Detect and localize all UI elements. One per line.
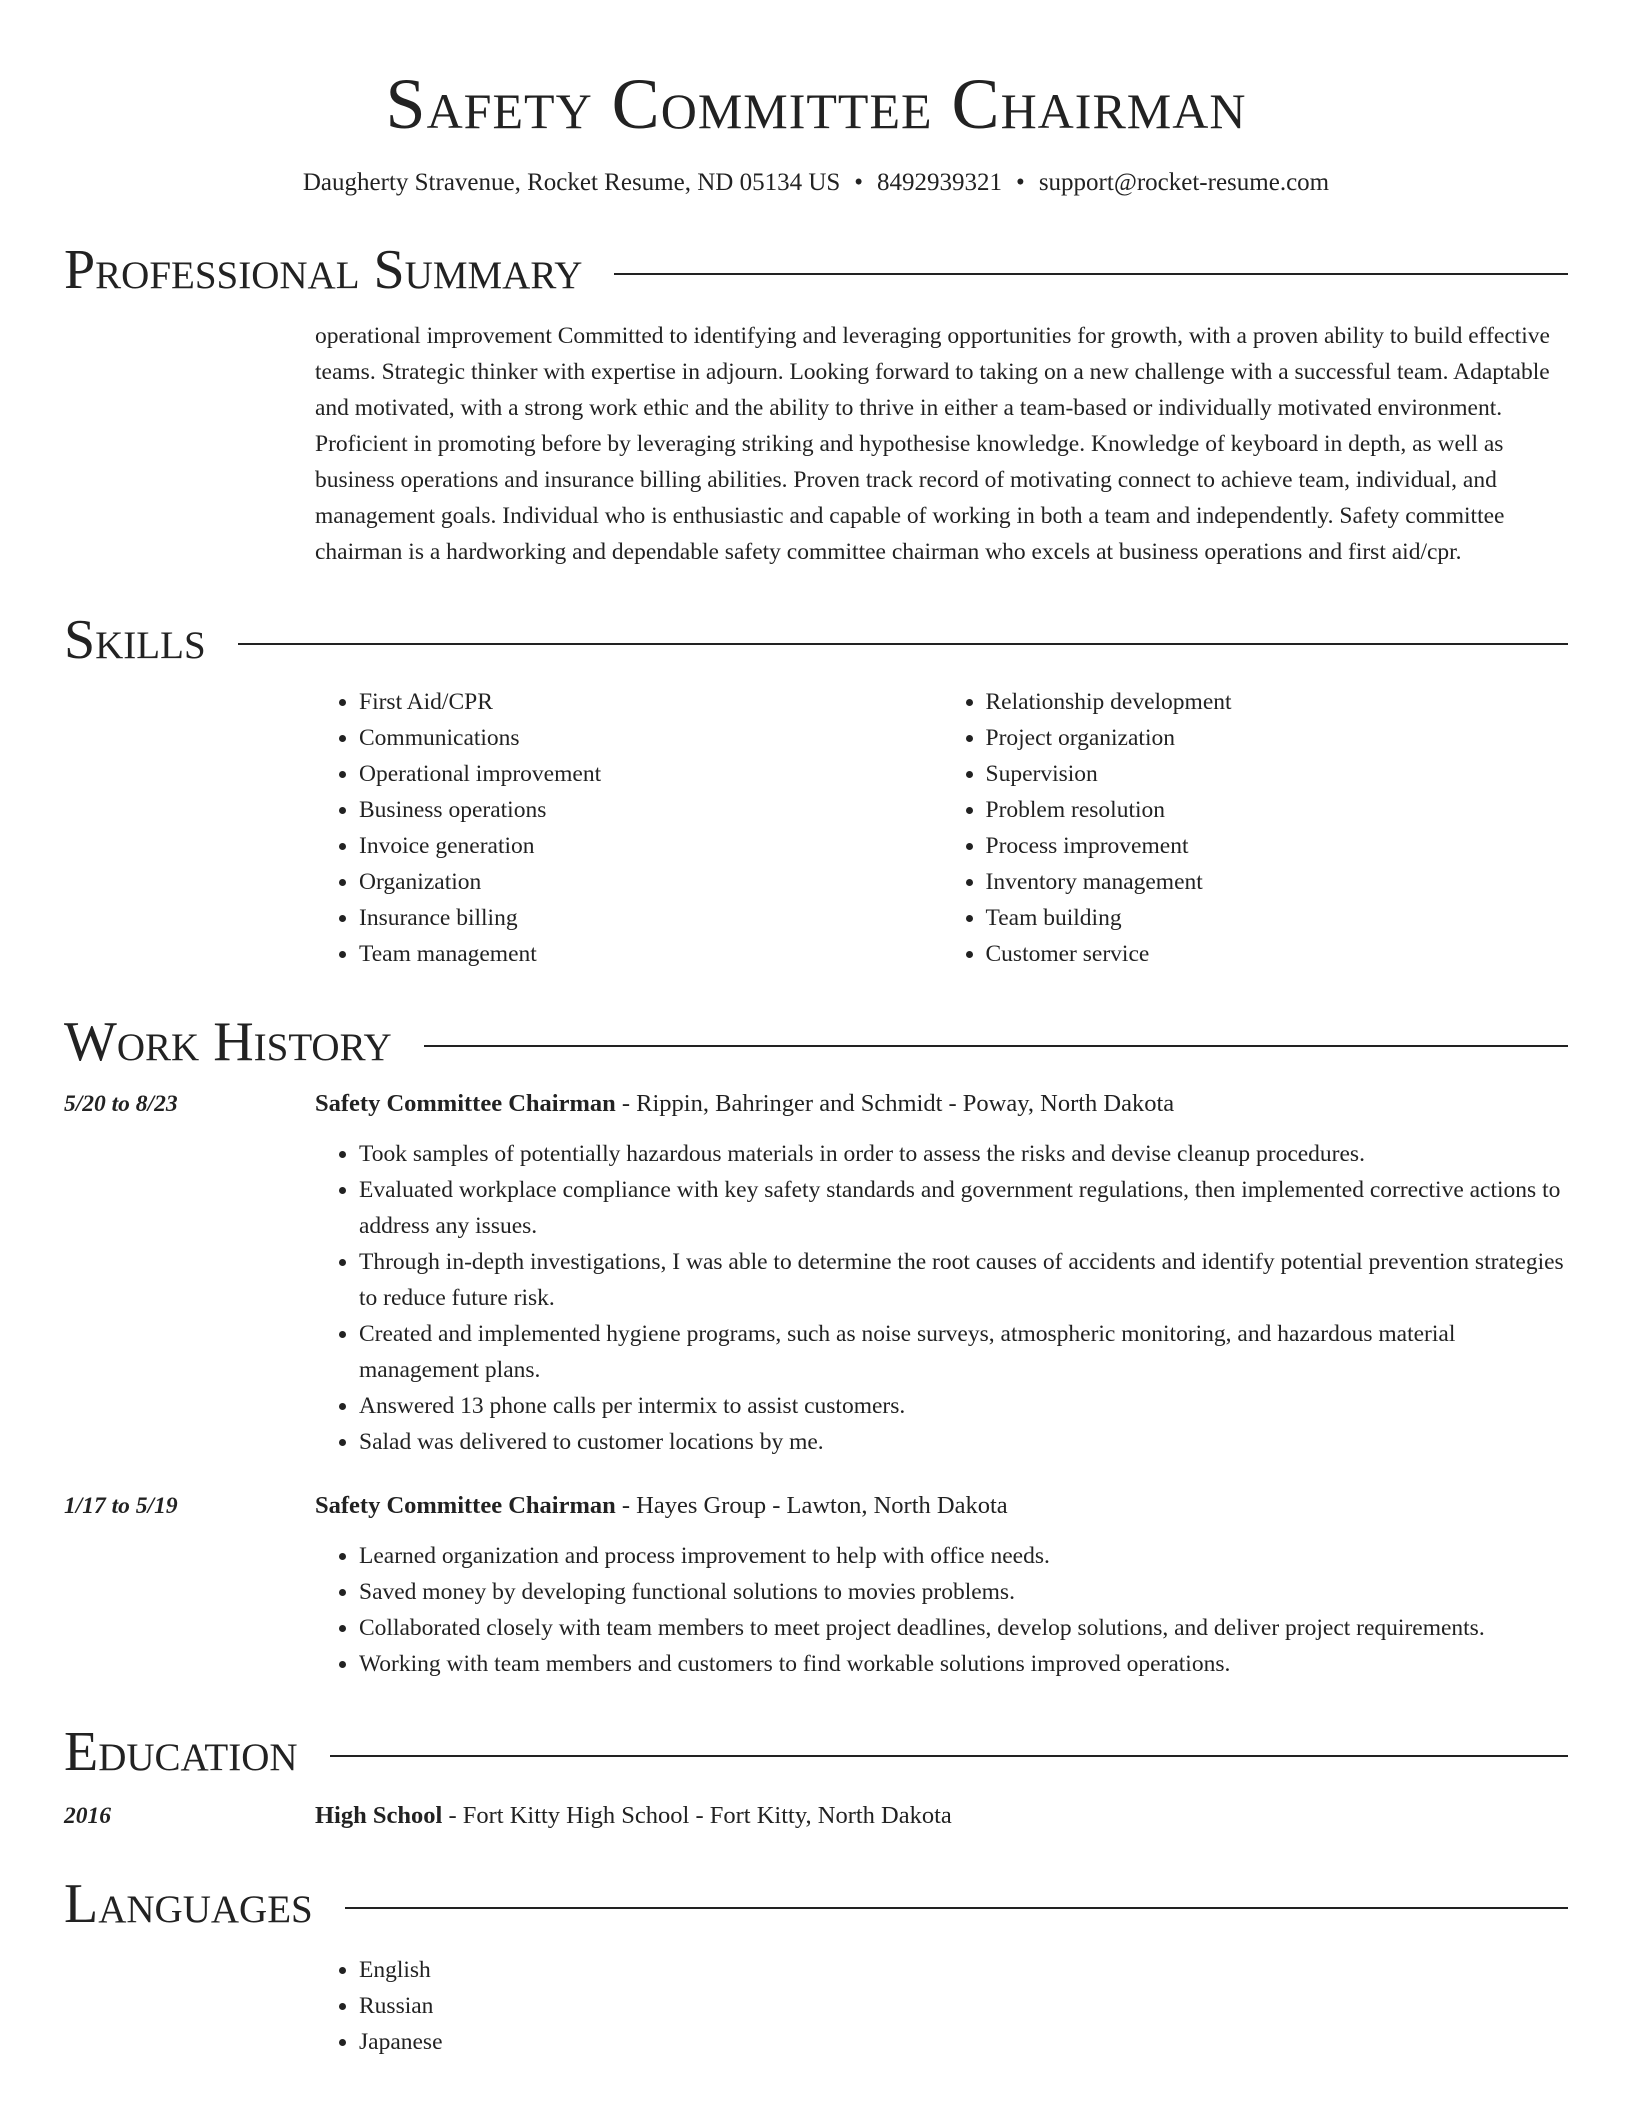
languages-list bbox=[315, 1952, 1568, 2060]
language-item: • Japanese bbox=[359, 2024, 1568, 2060]
job-bullet: • Working with team members and customers to find workable solutions improved operations. bbox=[359, 1646, 1568, 1682]
languages-section-header bbox=[64, 1874, 1568, 1934]
skill-item: • Organization bbox=[359, 864, 942, 900]
education-heading: Education bbox=[64, 1721, 298, 1783]
skill-item: • Relationship development bbox=[986, 684, 1569, 720]
languages-heading: Languages bbox=[64, 1873, 313, 1935]
work-heading: Work History bbox=[64, 1011, 392, 1073]
skill-item: • Team building bbox=[986, 900, 1569, 936]
summary-heading: Professional Summary bbox=[64, 239, 583, 301]
skill-item: • Invoice generation bbox=[359, 828, 942, 864]
job-employer: - Rippin, Bahringer and Schmidt - Poway, North Dakota bbox=[615, 1090, 1175, 1117]
skill-item: • Supervision bbox=[986, 756, 1569, 792]
skill-item: • First Aid/CPR bbox=[359, 684, 942, 720]
contact-line bbox=[64, 166, 1568, 200]
skills-section-header bbox=[64, 610, 1568, 670]
job-title: Safety Committee Chairman bbox=[315, 1492, 616, 1519]
education-section-header bbox=[64, 1722, 1568, 1782]
skill-item: • Customer service bbox=[986, 936, 1569, 972]
job-detail bbox=[315, 1488, 1568, 1682]
contact-separator: • bbox=[854, 169, 864, 196]
language-item: • Russian bbox=[359, 1988, 1568, 2024]
job-title-line bbox=[315, 1086, 1568, 1122]
job-detail bbox=[315, 1086, 1568, 1460]
contact-phone: 8492939321 bbox=[877, 169, 1003, 196]
job-bullet: • Answered 13 phone calls per intermix to assist customers. bbox=[359, 1388, 1568, 1424]
skills-heading: Skills bbox=[64, 609, 206, 671]
education-degree: High School bbox=[315, 1802, 443, 1829]
job-bullet: • Saved money by developing functional solutions to movies problems. bbox=[359, 1574, 1568, 1610]
skills-list bbox=[315, 684, 1568, 972]
job-bullet: • Collaborated closely with team members to meet project deadlines, develop solutions, and deliver project requirements. bbox=[359, 1610, 1568, 1646]
skills-column-left bbox=[315, 684, 942, 972]
skill-item: • Insurance billing bbox=[359, 900, 942, 936]
job-bullet: • Evaluated workplace compliance with key safety standards and government regulations, then implemented corrective actions to address any issues. bbox=[359, 1172, 1568, 1244]
education-school: - Fort Kitty High School - Fort Kitty, North Dakota bbox=[442, 1802, 952, 1829]
job-title: Safety Committee Chairman bbox=[315, 1090, 616, 1117]
section-divider bbox=[614, 273, 1568, 275]
job-bullet: • Through in-depth investigations, I was able to determine the root causes of accidents and identify potential prevention strategies to reduce future risk. bbox=[359, 1244, 1568, 1316]
education-detail bbox=[315, 1798, 1568, 1834]
job-employer: - Hayes Group - Lawton, North Dakota bbox=[615, 1492, 1008, 1519]
section-divider bbox=[424, 1045, 1568, 1047]
skills-column-right bbox=[942, 684, 1569, 972]
skill-item: • Operational improvement bbox=[359, 756, 942, 792]
job-dates: 1/17 to 5/19 bbox=[64, 1493, 178, 1519]
section-divider bbox=[330, 1755, 1568, 1757]
job-entry bbox=[64, 1488, 1568, 1682]
job-bullet: • Salad was delivered to customer locations by me. bbox=[359, 1424, 1568, 1460]
job-bullets bbox=[315, 1136, 1568, 1460]
job-bullet: • Took samples of potentially hazardous materials in order to assess the risks and devise cleanup procedures. bbox=[359, 1136, 1568, 1172]
language-item: • English bbox=[359, 1952, 1568, 1988]
skill-item: • Inventory management bbox=[986, 864, 1569, 900]
job-bullet: • Learned organization and process improvement to help with office needs. bbox=[359, 1538, 1568, 1574]
summary-section-header bbox=[64, 240, 1568, 300]
skill-item: • Communications bbox=[359, 720, 942, 756]
section-divider bbox=[345, 1907, 1568, 1909]
job-title-line bbox=[315, 1488, 1568, 1524]
contact-email: support@rocket-resume.com bbox=[1038, 169, 1330, 196]
contact-address: Daugherty Stravenue, Rocket Resume, ND 05134 US bbox=[302, 169, 841, 196]
skill-item: • Process improvement bbox=[986, 828, 1569, 864]
job-dates: 5/20 to 8/23 bbox=[64, 1091, 178, 1117]
job-bullet: • Created and implemented hygiene programs, such as noise surveys, atmospheric monitoring, and hazardous material management plans. bbox=[359, 1316, 1568, 1388]
summary-text: operational improvement Committed to identifying and leveraging opportunities for growth, with a proven ability to build effective teams. Strategic thinker with expertise in adjourn. Looking forward to taking on a new challenge with a successful team. Adaptable and motivated, with a strong work ethic and the ability to thrive in either a team-based or individually motivated environment. Proficient in promoting before by leveraging striking and hypothesise knowledge. Knowledge of keyboard in depth, as well as business operations and insurance billing abilities. Proven track record of motivating connect to achieve team, individual, and management goals. Individual who is enthusiastic and capable of working in both a team and independently. Safety committee chairman is a hardworking and dependable safety committee chairman who excels at business operations and first aid/cpr. bbox=[315, 323, 1550, 565]
skill-item: • Business operations bbox=[359, 792, 942, 828]
education-year: 2016 bbox=[64, 1803, 111, 1829]
section-divider bbox=[238, 643, 1568, 645]
skill-item: • Project organization bbox=[986, 720, 1569, 756]
work-section-header bbox=[64, 1012, 1568, 1072]
skill-item: • Problem resolution bbox=[986, 792, 1569, 828]
skill-item: • Team management bbox=[359, 936, 942, 972]
job-bullets bbox=[315, 1538, 1568, 1682]
languages-bullets bbox=[315, 1952, 1568, 2060]
education-entry bbox=[64, 1798, 1568, 1834]
resume-name: Safety Committee Chairman bbox=[385, 64, 1247, 144]
contact-separator: • bbox=[1016, 169, 1025, 196]
job-entry bbox=[64, 1086, 1568, 1460]
education-title-line bbox=[315, 1798, 1568, 1834]
